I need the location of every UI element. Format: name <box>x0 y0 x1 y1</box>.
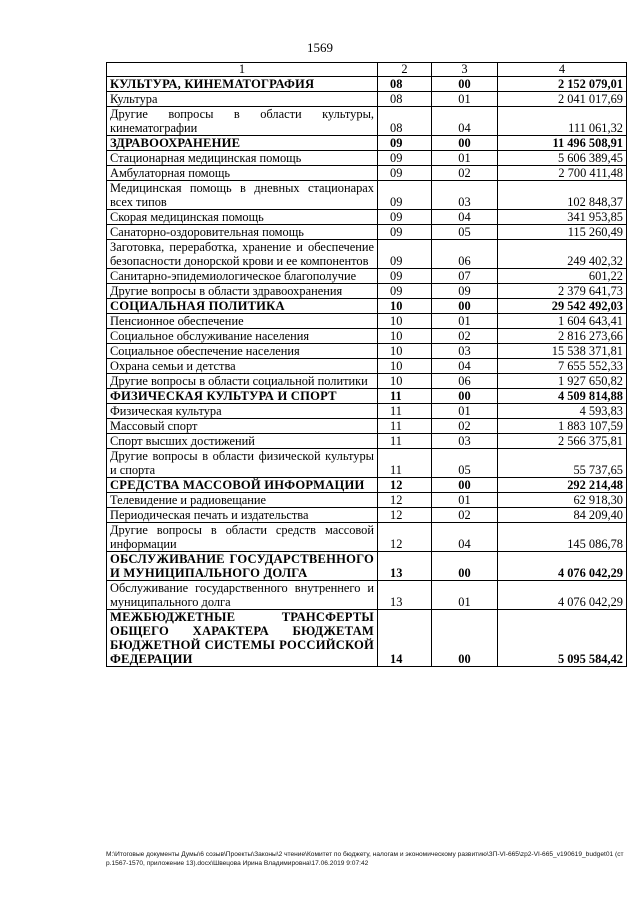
row-subsection-code: 05 <box>432 225 498 240</box>
row-amount: 4 593,83 <box>498 404 627 419</box>
row-name: КУЛЬТУРА, КИНЕМАТОГРАФИЯ <box>107 77 378 92</box>
row-section-code: 10 <box>378 329 432 344</box>
row-amount: 1 604 643,41 <box>498 314 627 329</box>
row-section-code: 10 <box>378 344 432 359</box>
row-subsection-code: 00 <box>432 299 498 314</box>
table-body <box>107 77 627 667</box>
header-col-2: 2 <box>378 63 432 77</box>
row-subsection-code: 07 <box>432 269 498 284</box>
row-amount: 2 041 017,69 <box>498 92 627 107</box>
row-section-code: 12 <box>378 523 432 552</box>
row-name: Другие вопросы в области социальной политики <box>107 374 378 389</box>
table-row <box>107 329 627 344</box>
row-amount: 84 209,40 <box>498 508 627 523</box>
row-subsection-code: 05 <box>432 449 498 478</box>
table-row <box>107 77 627 92</box>
row-name: Спорт высших достижений <box>107 434 378 449</box>
table-row <box>107 240 627 269</box>
row-name: Культура <box>107 92 378 107</box>
row-subsection-code: 04 <box>432 107 498 136</box>
row-subsection-code: 01 <box>432 581 498 610</box>
table-row <box>107 181 627 210</box>
row-section-code: 09 <box>378 284 432 299</box>
row-subsection-code: 04 <box>432 210 498 225</box>
row-name: СОЦИАЛЬНАЯ ПОЛИТИКА <box>107 299 378 314</box>
row-amount: 5 095 584,42 <box>498 610 627 667</box>
row-section-code: 12 <box>378 478 432 493</box>
row-section-code: 09 <box>378 151 432 166</box>
table-row <box>107 359 627 374</box>
row-name: Физическая культура <box>107 404 378 419</box>
table-row <box>107 225 627 240</box>
row-section-code: 09 <box>378 269 432 284</box>
row-name: СРЕДСТВА МАССОВОЙ ИНФОРМАЦИИ <box>107 478 378 493</box>
row-section-code: 11 <box>378 404 432 419</box>
row-subsection-code: 01 <box>432 404 498 419</box>
header-col-3: 3 <box>432 63 498 77</box>
row-name: Амбулаторная помощь <box>107 166 378 181</box>
row-section-code: 09 <box>378 225 432 240</box>
row-name: Другие вопросы в области физической культуры и спорта <box>107 449 378 478</box>
table-row <box>107 449 627 478</box>
row-section-code: 08 <box>378 107 432 136</box>
table-row <box>107 314 627 329</box>
table-header <box>107 63 627 77</box>
row-section-code: 10 <box>378 314 432 329</box>
row-section-code: 13 <box>378 552 432 581</box>
row-subsection-code: 06 <box>432 374 498 389</box>
row-amount: 292 214,48 <box>498 478 627 493</box>
table-row <box>107 478 627 493</box>
row-amount: 55 737,65 <box>498 449 627 478</box>
row-name: ОБСЛУЖИВАНИЕ ГОСУДАРСТВЕННОГО И МУНИЦИПАЛЬНОГО ДОЛГА <box>107 552 378 581</box>
row-section-code: 11 <box>378 419 432 434</box>
row-name: Социальное обеспечение населения <box>107 344 378 359</box>
table-row <box>107 419 627 434</box>
row-name: Санаторно-оздоровительная помощь <box>107 225 378 240</box>
row-subsection-code: 04 <box>432 523 498 552</box>
table-header-row <box>107 63 627 77</box>
row-name: Пенсионное обеспечение <box>107 314 378 329</box>
row-section-code: 13 <box>378 581 432 610</box>
row-section-code: 10 <box>378 374 432 389</box>
row-subsection-code: 01 <box>432 151 498 166</box>
table-row <box>107 404 627 419</box>
row-amount: 7 655 552,33 <box>498 359 627 374</box>
row-amount: 249 402,32 <box>498 240 627 269</box>
row-name: Медицинская помощь в дневных стационарах всех типов <box>107 181 378 210</box>
row-section-code: 09 <box>378 136 432 151</box>
row-name: Санитарно-эпидемиологическое благополучие <box>107 269 378 284</box>
row-amount: 1 883 107,59 <box>498 419 627 434</box>
row-name: Заготовка, переработка, хранение и обеспечение безопасности донорской крови и ее компонентов <box>107 240 378 269</box>
table-row <box>107 107 627 136</box>
row-subsection-code: 03 <box>432 181 498 210</box>
row-section-code: 10 <box>378 359 432 374</box>
row-subsection-code: 02 <box>432 166 498 181</box>
row-name: Другие вопросы в области культуры, кинематографии <box>107 107 378 136</box>
row-amount: 115 260,49 <box>498 225 627 240</box>
row-subsection-code: 01 <box>432 493 498 508</box>
row-section-code: 09 <box>378 181 432 210</box>
row-subsection-code: 00 <box>432 610 498 667</box>
table-row <box>107 344 627 359</box>
row-amount: 5 606 389,45 <box>498 151 627 166</box>
row-amount: 145 086,78 <box>498 523 627 552</box>
table-row <box>107 136 627 151</box>
row-subsection-code: 02 <box>432 329 498 344</box>
header-col-4: 4 <box>498 63 627 77</box>
row-amount: 341 953,85 <box>498 210 627 225</box>
row-subsection-code: 03 <box>432 344 498 359</box>
row-subsection-code: 01 <box>432 314 498 329</box>
row-section-code: 09 <box>378 210 432 225</box>
table-row <box>107 299 627 314</box>
table-row <box>107 166 627 181</box>
row-amount: 2 816 273,66 <box>498 329 627 344</box>
row-subsection-code: 06 <box>432 240 498 269</box>
table-row <box>107 508 627 523</box>
row-amount: 11 496 508,91 <box>498 136 627 151</box>
row-section-code: 09 <box>378 166 432 181</box>
table-row <box>107 581 627 610</box>
table-row <box>107 523 627 552</box>
row-amount: 2 379 641,73 <box>498 284 627 299</box>
row-section-code: 08 <box>378 92 432 107</box>
row-subsection-code: 04 <box>432 359 498 374</box>
row-subsection-code: 02 <box>432 508 498 523</box>
row-section-code: 08 <box>378 77 432 92</box>
row-amount: 1 927 650,82 <box>498 374 627 389</box>
row-name: Скорая медицинская помощь <box>107 210 378 225</box>
row-amount: 4 509 814,88 <box>498 389 627 404</box>
row-amount: 4 076 042,29 <box>498 581 627 610</box>
row-section-code: 11 <box>378 389 432 404</box>
row-name: Телевидение и радиовещание <box>107 493 378 508</box>
row-section-code: 10 <box>378 299 432 314</box>
row-name: Охрана семьи и детства <box>107 359 378 374</box>
row-amount: 15 538 371,81 <box>498 344 627 359</box>
row-name: ЗДРАВООХРАНЕНИЕ <box>107 136 378 151</box>
row-amount: 2 700 411,48 <box>498 166 627 181</box>
row-section-code: 12 <box>378 493 432 508</box>
table-row <box>107 389 627 404</box>
row-subsection-code: 00 <box>432 136 498 151</box>
row-section-code: 12 <box>378 508 432 523</box>
row-amount: 2 566 375,81 <box>498 434 627 449</box>
row-amount: 29 542 492,03 <box>498 299 627 314</box>
row-name: ФИЗИЧЕСКАЯ КУЛЬТУРА И СПОРТ <box>107 389 378 404</box>
row-section-code: 09 <box>378 240 432 269</box>
row-name: Обслуживание государственного внутреннего и муниципального долга <box>107 581 378 610</box>
table-row <box>107 269 627 284</box>
table-row <box>107 92 627 107</box>
row-name: МЕЖБЮДЖЕТНЫЕ ТРАНСФЕРТЫ ОБЩЕГО ХАРАКТЕРА БЮДЖЕТАМ БЮДЖЕТНОЙ СИСТЕМЫ РОССИЙСКОЙ ФЕДЕРАЦИИ <box>107 610 378 667</box>
table-row <box>107 434 627 449</box>
row-subsection-code: 01 <box>432 92 498 107</box>
row-subsection-code: 00 <box>432 478 498 493</box>
row-amount: 111 061,32 <box>498 107 627 136</box>
row-subsection-code: 02 <box>432 419 498 434</box>
budget-table <box>106 62 627 667</box>
row-name: Другие вопросы в области здравоохранения <box>107 284 378 299</box>
page-number: 1569 <box>307 40 333 55</box>
row-subsection-code: 00 <box>432 552 498 581</box>
row-name: Периодическая печать и издательства <box>107 508 378 523</box>
row-amount: 2 152 079,01 <box>498 77 627 92</box>
header-col-1: 1 <box>107 63 378 77</box>
row-section-code: 14 <box>378 610 432 667</box>
row-name: Социальное обслуживание населения <box>107 329 378 344</box>
row-amount: 4 076 042,29 <box>498 552 627 581</box>
table-row <box>107 151 627 166</box>
row-section-code: 11 <box>378 434 432 449</box>
row-name: Массовый спорт <box>107 419 378 434</box>
row-subsection-code: 03 <box>432 434 498 449</box>
row-name: Другие вопросы в области средств массовой информации <box>107 523 378 552</box>
row-amount: 102 848,37 <box>498 181 627 210</box>
row-amount: 601,22 <box>498 269 627 284</box>
table-row <box>107 374 627 389</box>
row-subsection-code: 00 <box>432 389 498 404</box>
table-row <box>107 493 627 508</box>
table-row <box>107 610 627 667</box>
table-row <box>107 284 627 299</box>
footer-file-path: M:\Итоговые документы Думы\6 созыв\Проекты\Законы\2 чтение\Комитет по бюджету, налогам и экономическому развитию\ЗП-VI-665\zp2-VI-665_v190619_budget01 (стр.1567-1570, приложение 13).docx\Швецова Ирина Владимировна\17.06.2019 9:07:42 <box>106 851 624 867</box>
row-section-code: 11 <box>378 449 432 478</box>
row-subsection-code: 09 <box>432 284 498 299</box>
table-row <box>107 552 627 581</box>
row-amount: 62 918,30 <box>498 493 627 508</box>
row-subsection-code: 00 <box>432 77 498 92</box>
table-row <box>107 210 627 225</box>
row-name: Стационарная медицинская помощь <box>107 151 378 166</box>
